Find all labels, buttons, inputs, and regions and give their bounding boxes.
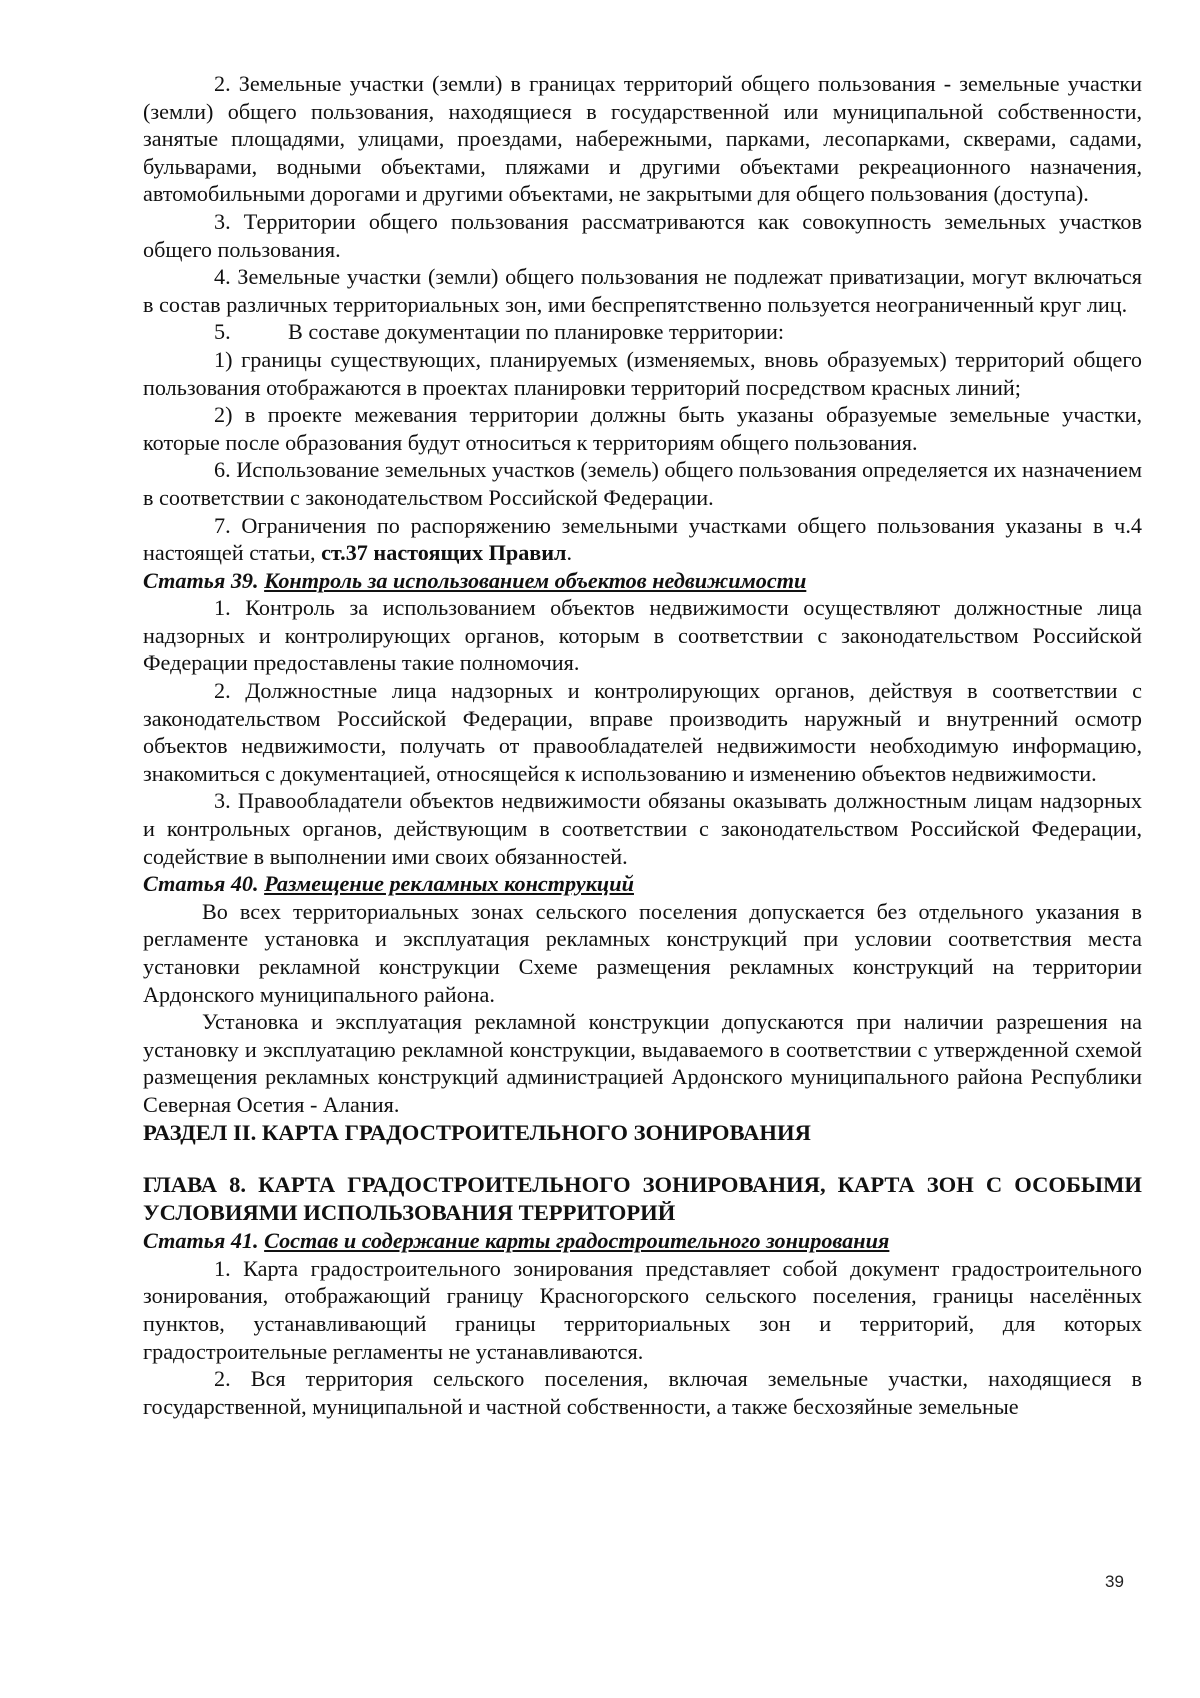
paragraph-5-item-1: 1) границы существующих, планируемых (изменяемых, вновь образуемых) территорий общего пользования отображаются в проектах планировки территорий посредством красных линий; xyxy=(143,346,1142,400)
paragraph-2: 2. Земельные участки (земли) в границах территорий общего пользования - земельные участки (земли) общего пользования, находящиеся в государственной или муниципальной собственности, занятые площадями, улицами, проездами, набережными, парками, лесопарками, скверами, садами, бульварами, водными объектами, пляжами и другими объектами рекреационного назначения, автомобильными дорогами и другими объектами, не закрытыми для общего пользования (доступа). xyxy=(143,71,1142,207)
document-page xyxy=(143,70,1142,1420)
paragraph-7-end: . xyxy=(566,540,573,566)
article-39-title: Контроль за использованием объектов недвижимости xyxy=(264,567,807,593)
article-39-paragraph-2: 2. Должностные лица надзорных и контролирующих органов, действуя в соответствии с законодательством Российской Федерации, вправе производить наружный и внутренний осмотр объектов недвижимости, получать от правообладателей недвижимости необходимую информацию, знакомиться с документацией, относящейся к использованию и изменению объектов недвижимости. xyxy=(143,678,1142,786)
article-39-paragraph-1: 1. Контроль за использованием объектов недвижимости осуществляют должностные лица надзорных и контролирующих органов, которым в соответствии с законодательством Российской Федерации предоставлены такие полномочия. xyxy=(143,595,1142,676)
article-39-number: Статья 39. xyxy=(143,567,265,593)
article-41-title: Состав и содержание карты градостроительного зонирования xyxy=(264,1228,890,1254)
article-40-number: Статья 40. xyxy=(143,871,265,897)
article-39-paragraph-3: 3. Правообладатели объектов недвижимости обязаны оказывать должностным лицам надзорных и контрольных органов, действующим в соответствии с законодательством Российской Федерации, содействие в выполнении ими своих обязанностей. xyxy=(143,788,1142,869)
paragraph-4: 4. Земельные участки (земли) общего пользования не подлежат приватизации, могут включаться в состав различных территориальных зон, ими беспрепятственно пользуется неограниченный круг лиц. xyxy=(143,264,1142,317)
rules-reference: ст.37 настоящих Правил xyxy=(321,540,567,566)
paragraph-7 xyxy=(143,512,1142,567)
page-number: 39 xyxy=(1105,1572,1124,1591)
article-40-heading xyxy=(143,870,1142,898)
article-41-paragraph-2: 2. Вся территория сельского поселения, включая земельные участки, находящиеся в государственной, муниципальной и частной собственности, а также бесхозяйные земельные xyxy=(143,1366,1142,1419)
article-39-heading xyxy=(143,567,1142,595)
article-40-paragraph-2: Установка и эксплуатация рекламной конструкции допускаются при наличии разрешения на установку и эксплуатацию рекламной конструкции, выдаваемого в соответствии с утвержденной схемой размещения рекламных конструкций администрацией Ардонского муниципального района Республики Северная Осетия - Алания. xyxy=(143,1009,1142,1117)
article-41-paragraph-1: 1. Карта градостроительного зонирования представляет собой документ градостроительного зонирования, отображающий границу Красногорского сельского поселения, границы населённых пунктов, устанавливающий границы территориальных зон и территорий, для которых градостроительные регламенты не устанавливаются. xyxy=(143,1255,1142,1364)
paragraph-7-text: 7. Ограничения по распоряжению земельными участками общего пользования указаны в ч.4 настоящей статьи, xyxy=(143,512,1142,566)
paragraph-6: 6. Использование земельных участков (земель) общего пользования определяется их назначением в соответствии с законодательством Российской Федерации. xyxy=(143,457,1142,510)
article-40-title: Размещение рекламных конструкций xyxy=(264,871,634,897)
section-heading: РАЗДЕЛ II. КАРТА ГРАДОСТРОИТЕЛЬНОГО ЗОНИРОВАНИЯ xyxy=(143,1119,811,1145)
paragraph-5 xyxy=(143,318,1142,346)
paragraph-5-number: 5. xyxy=(214,319,231,345)
paragraph-5-text: В составе документации по планировке территории: xyxy=(288,319,785,345)
article-41-heading xyxy=(143,1227,1142,1255)
paragraph-5-item-2: 2) в проекте межевания территории должны быть указаны образуемые земельные участки, которые после образования будут относиться к территориям общего пользования. xyxy=(143,402,1142,455)
article-40-paragraph-1: Во всех территориальных зонах сельского поселения допускается без отдельного указания в регламенте установка и эксплуатация рекламных конструкций при условии соответствия места установки рекламной конструкции Схеме размещения рекламных конструкций на территории Ардонского муниципального района. xyxy=(143,898,1142,1007)
chapter-heading: ГЛАВА 8. КАРТА ГРАДОСТРОИТЕЛЬНОГО ЗОНИРОВАНИЯ, КАРТА ЗОН С ОСОБЫМИ УСЛОВИЯМИ ИСПОЛЬЗОВАНИЯ ТЕРРИТОРИЙ xyxy=(143,1172,1142,1226)
paragraph-3: 3. Территории общего пользования рассматриваются как совокупность земельных участков общего пользования. xyxy=(143,208,1142,262)
article-41-number: Статья 41. xyxy=(143,1228,265,1254)
